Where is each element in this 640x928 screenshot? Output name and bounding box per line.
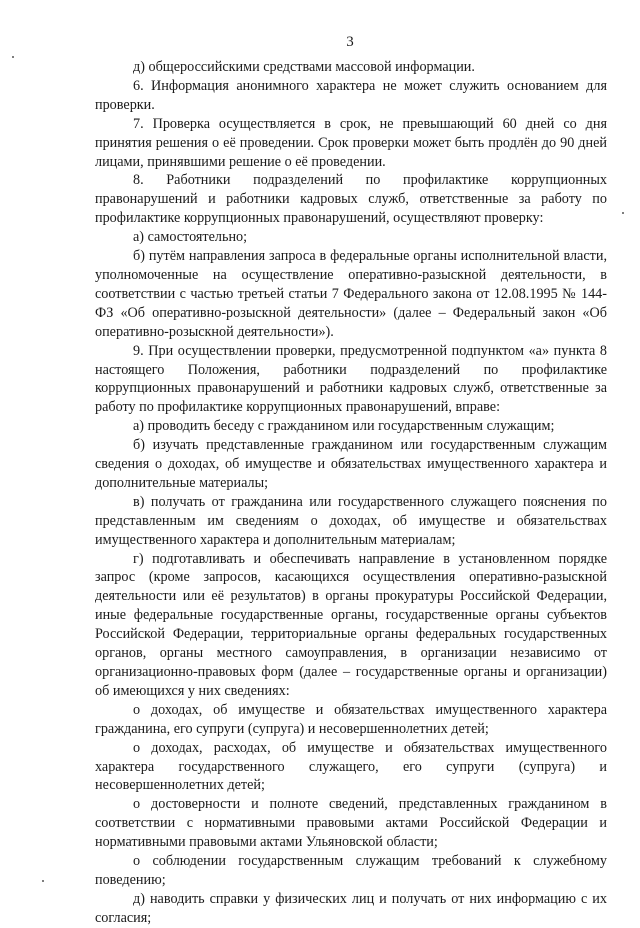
scan-speck [12,56,14,58]
paragraph-subitem-conduct: о соблюдении государственным служащим требований к служебному поведению; [95,853,607,888]
paragraph-item-8a: а) самостоятельно; [133,229,248,246]
paragraph-item-9: 9. При осуществлении проверки, предусмотренной подпунктом «а» пункта 8 настоящего Положения, работники подразделений по профилактике коррупционных правонарушений и работники кадровых служб, ответственные за работу по профилактике коррупционных правонарушений, вправе: [95,342,607,416]
paragraph-item-8b: б) путём направления запроса в федеральные органы исполнительной власти, уполномоченные на осуществление оперативно-разыскной деятельности, в соответствии с частью третьей статьи 7 Федерального закона от 12.08.1995 № 144-ФЗ «Об оперативно-розыскной деятельности» (далее – Федеральный закон «Об оперативно-розыскной деятельности»). [95,248,607,340]
scan-speck [42,880,44,882]
paragraph-item-9g: г) подготавливать и обеспечивать направление в установленном порядке запрос (кроме запросов, касающихся осуществления оперативно-разыскной деятельности или её результатов) в органы прокуратуры Российской Федерации, иные федеральные государственные органы, государственные органы субъектов Российской Федерации, территориальные органы федеральных государственных органов, органы местного самоуправления, в организации независимо от организационно-правовых форм (далее – государственные органы и организации) об имеющихся у них сведениях: [95,550,607,699]
paragraph-item-7: 7. Проверка осуществляется в срок, не превышающий 60 дней со дня принятия решения о её проведении. Срок проверки может быть продлён до 90 дней лицами, принявшими решение о её проведении. [95,115,607,170]
paragraph-item-9b: б) изучать представленные гражданином или государственным служащим сведения о доходах, об имуществе и обязательствах имущественного характера и дополнительные материалы; [95,437,607,491]
scan-speck [622,212,624,214]
paragraph-subitem-reliability: о достоверности и полноте сведений, представленных гражданином в соответствии с нормативными правовыми актами Российской Федерации и нормативными правовыми актами Ульяновской области; [95,796,607,851]
paragraph-item-8: 8. Работники подразделений по профилактике коррупционных правонарушений и работники кадровых служб, ответственные за работу по профилактике коррупционных правонарушений, осуществляют проверку: [95,172,607,227]
paragraph-subitem-income-servant: о доходах, расходах, об имуществе и обязательствах имущественного характера государственного служащего, его супруги (супруга) и несовершеннолетних детей; [95,739,607,794]
paragraph-media-item-d: д) общероссийскими средствами массовой информации. [133,59,475,75]
document-body [95,58,607,928]
paragraph-item-6: 6. Информация анонимного характера не может служить основанием для проверки. [95,77,607,113]
page-number: 3 [346,34,354,50]
paragraph-subitem-income-citizen: о доходах, об имуществе и обязательствах имущественного характера гражданина, его супруги (супруга) и несовершеннолетних детей; [95,701,607,737]
paragraph-item-9a: а) проводить беседу с гражданином или государственным служащим; [133,418,555,435]
paragraph-item-9d: д) наводить справки у физических лиц и получать от них информацию с их согласия; [95,890,607,926]
paragraph-item-9v: в) получать от гражданина или государственного служащего пояснения по представленным им сведениям о доходах, об имуществе и обязательствах имущественного характера и дополнительным материалам; [95,493,607,548]
